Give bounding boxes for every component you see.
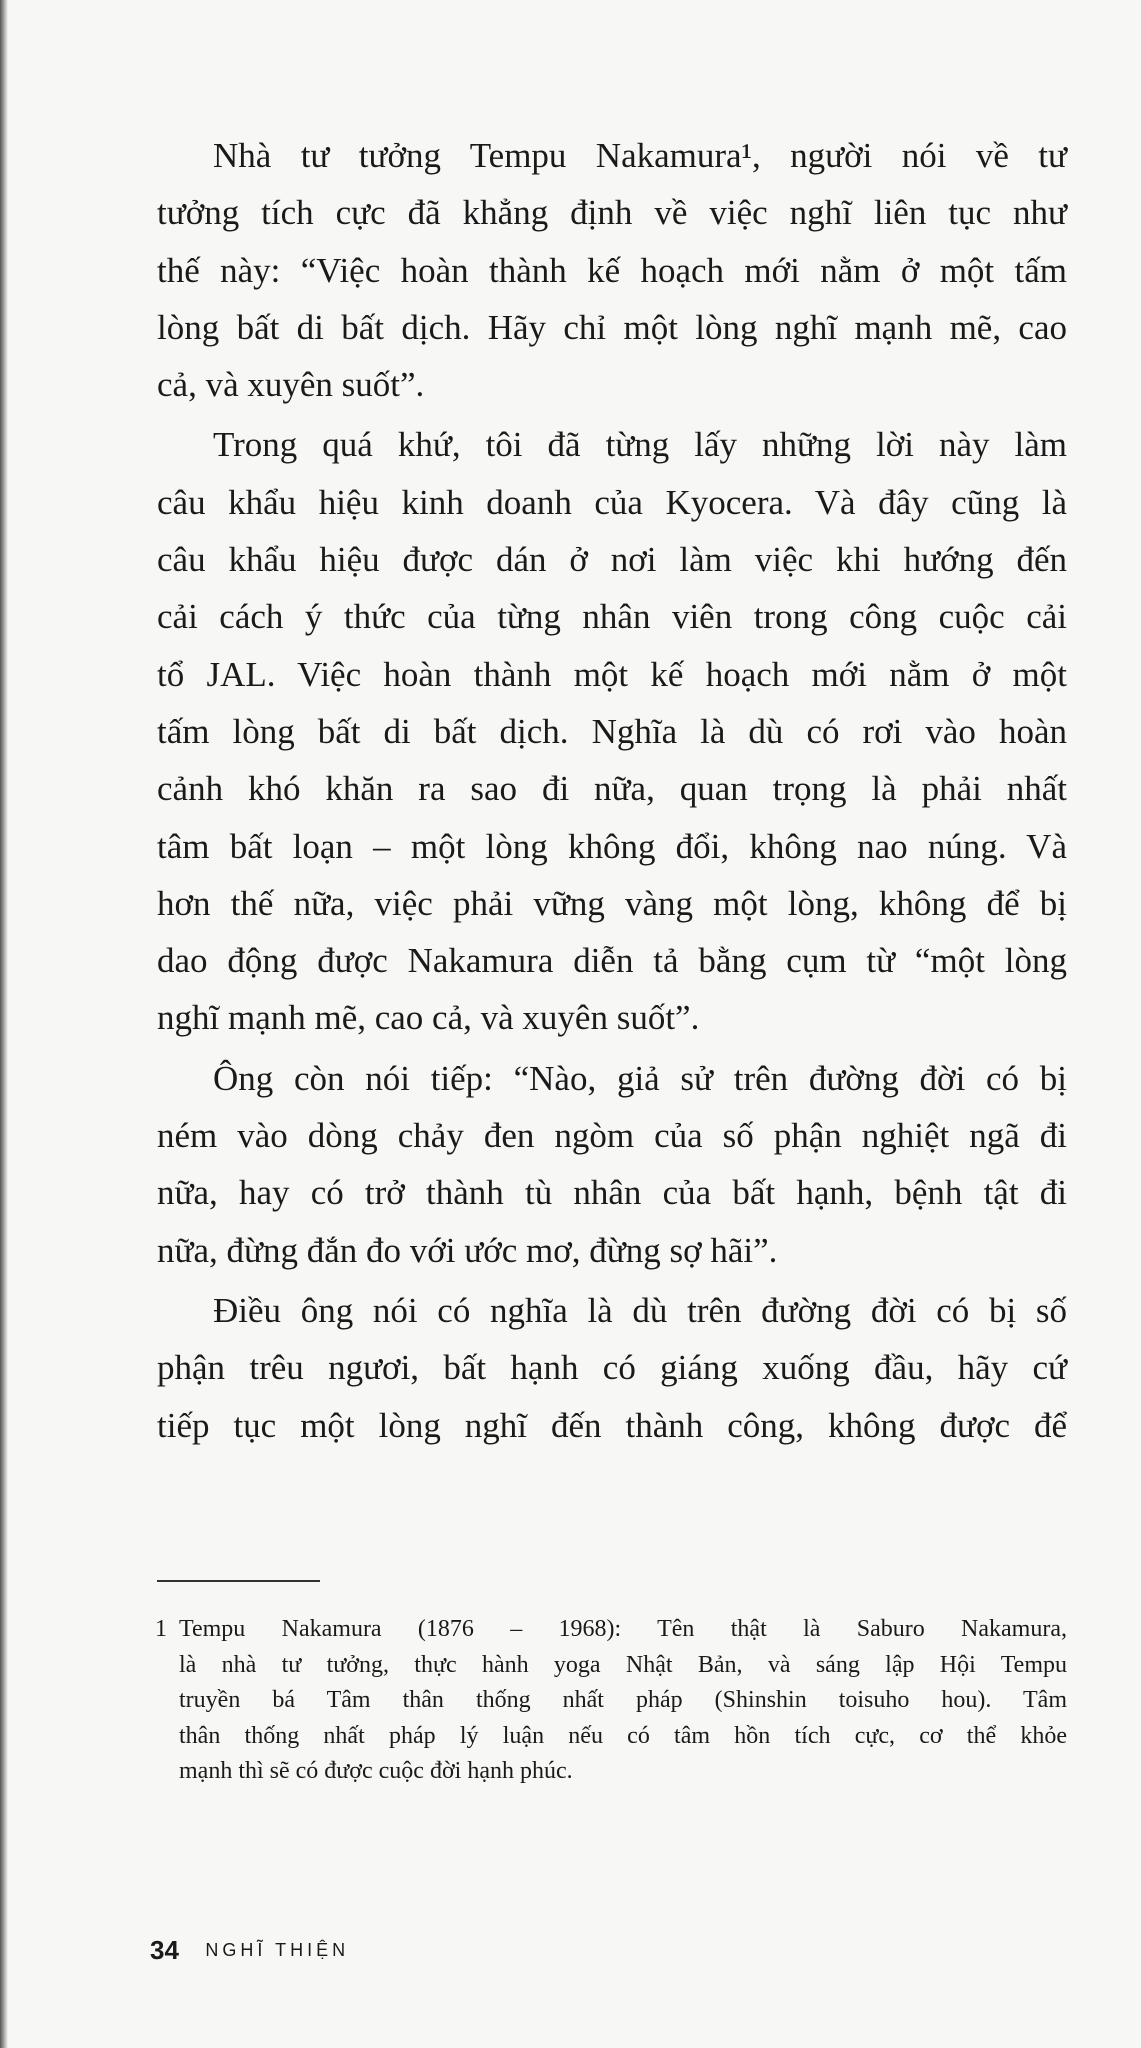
text-line: cảnh khó khăn ra sao đi nữa, quan trọng là phải nhất [157,769,1067,809]
paragraph [157,1050,1067,1279]
body-text [157,127,1067,1457]
text-line: nữa, đừng đắn đo với ước mơ, đừng sợ hãi”. [157,1230,778,1270]
text-line: ném vào dòng chảy đen ngòm của số phận nghiệt ngã đi [157,1116,1067,1156]
text-line: hơn thế nữa, việc phải vững vàng một lòng, không để bị [157,883,1067,923]
page-footer [150,1935,349,1966]
footnote-line: là nhà tư tưởng, thực hành yoga Nhật Bản, và sáng lập Hội Tempu [179,1651,1067,1678]
footnote-text [179,1612,1067,1790]
text-line: Ông còn nói tiếp: “Nào, giả sử trên đường đời có bị [213,1058,1067,1098]
text-line: dao động được Nakamura diễn tả bằng cụm từ “một lòng [157,941,1067,981]
paragraph [157,1282,1067,1454]
footnote-rule [157,1580,320,1582]
footnote-line: mạnh thì sẽ có được cuộc đời hạnh phúc. [179,1758,573,1784]
text-line: tấm lòng bất di bất dịch. Nghĩa là dù có rơi vào hoàn [157,711,1067,751]
text-line: Điều ông nói có nghĩa là dù trên đường đời có bị số [213,1290,1067,1330]
footnote-line: Tempu Nakamura (1876 – 1968): Tên thật là Saburo Nakamura, [179,1616,1067,1642]
text-line: câu khẩu hiệu kinh doanh của Kyocera. Và đây cũng là [157,482,1067,522]
text-line: Nhà tư tưởng Tempu Nakamura¹, người nói về tư [213,136,1067,175]
paragraph [157,416,1067,1046]
paragraph [157,127,1067,413]
page-edge-shadow [0,0,8,2048]
page-number: 34 [150,1935,179,1965]
text-line: tổ JAL. Việc hoàn thành một kế hoạch mới nằm ở một [157,654,1067,694]
running-title: NGHĨ THIỆN [205,1940,350,1960]
text-line: Trong quá khứ, tôi đã từng lấy những lời này làm [213,425,1067,465]
text-line: tâm bất loạn – một lòng không đổi, không nao núng. Và [157,826,1067,866]
footnote-number: 1 [155,1616,167,1642]
text-line: nghĩ mạnh mẽ, cao cả, và xuyên suốt”. [157,998,700,1038]
footnote-line: truyền bá Tâm thân thống nhất pháp (Shinshin toisuho hou). Tâm [179,1687,1067,1713]
text-line: tiếp tục một lòng nghĩ đến thành công, không được để [157,1405,1067,1445]
text-line: thế này: “Việc hoàn thành kế hoạch mới nằm ở một tấm [157,250,1067,290]
footnote [155,1612,1067,1790]
footnote-line: thân thống nhất pháp lý luận nếu có tâm hồn tích cực, cơ thể khỏe [179,1722,1067,1749]
text-line: cải cách ý thức của từng nhân viên trong công cuộc cải [157,597,1067,637]
text-line: câu khẩu hiệu được dán ở nơi làm việc khi hướng đến [157,540,1067,580]
text-line: tưởng tích cực đã khẳng định về việc nghĩ liên tục như [157,193,1067,233]
text-line: nữa, hay có trở thành tù nhân của bất hạnh, bệnh tật đi [157,1173,1067,1213]
text-line: lòng bất di bất dịch. Hãy chỉ một lòng nghĩ mạnh mẽ, cao [157,307,1067,347]
text-line: phận trêu ngươi, bất hạnh có giáng xuống đầu, hãy cứ [157,1348,1067,1388]
text-line: cả, và xuyên suốt”. [157,365,425,405]
